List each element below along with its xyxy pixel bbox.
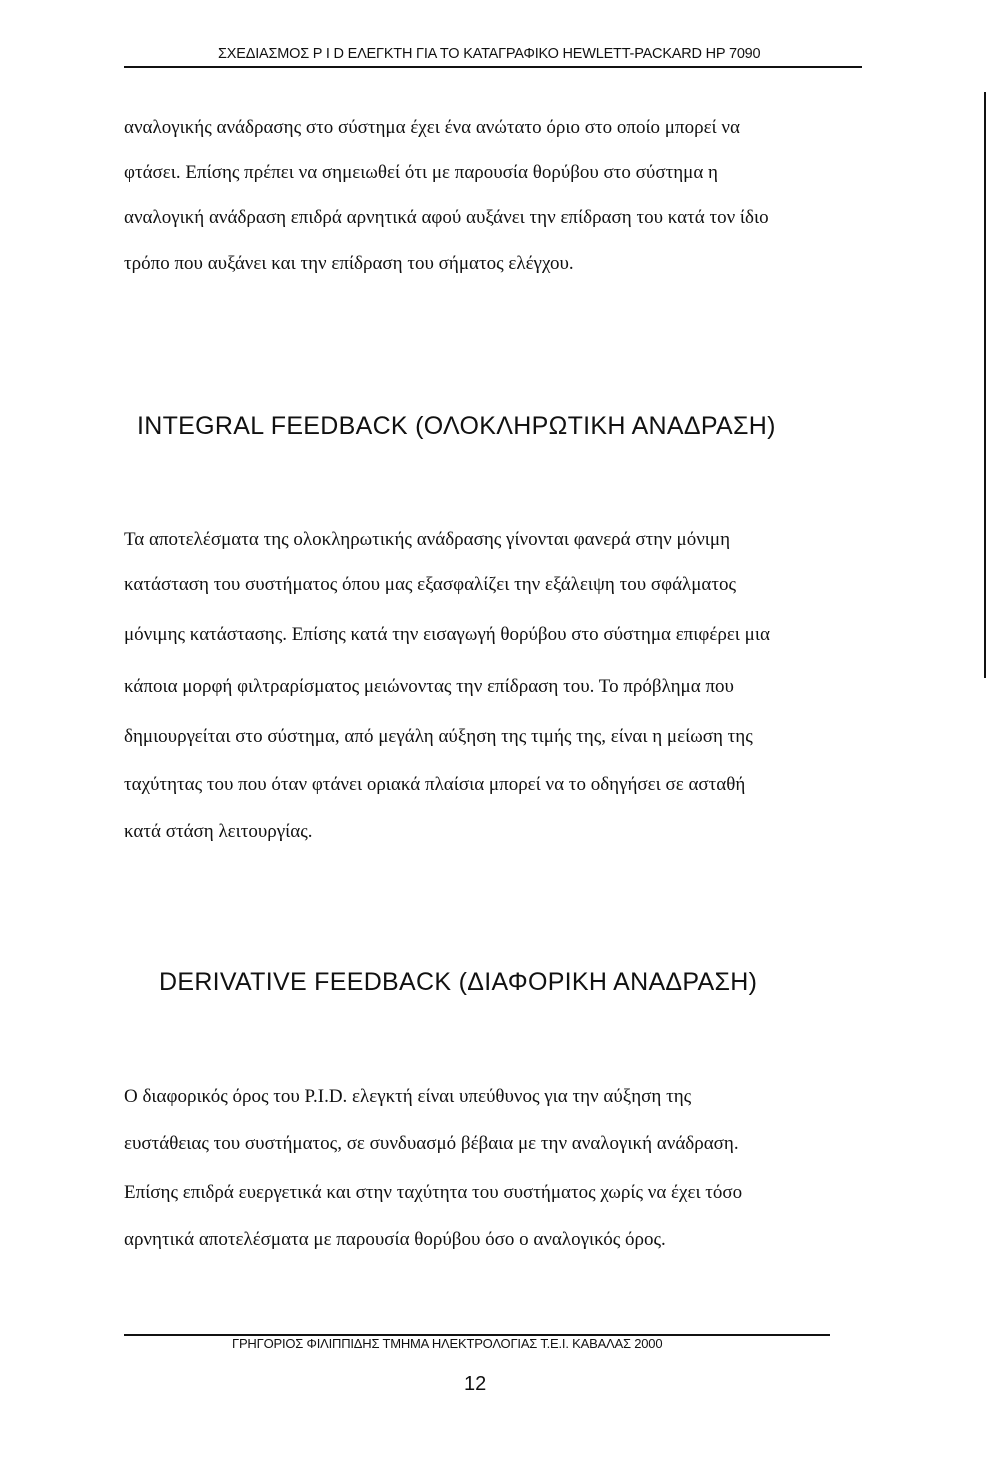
integral-line-2: κατάσταση του συστήματος όπου μας εξασφαλίζει την εξάλειψη του σφάλματος: [124, 574, 737, 595]
intro-line-4: τρόπο που αυξάνει και την επίδραση του σήματος ελέγχου.: [124, 253, 574, 274]
intro-line-1: αναλογικής ανάδρασης στο σύστημα έχει ένα ανώτατο όριο στο οποίο μπορεί να: [124, 117, 740, 138]
derivative-line-4: αρνητικά αποτελέσματα με παρουσία θορύβου όσο ο αναλογικός όρος.: [124, 1229, 666, 1250]
right-margin-rule: [984, 92, 986, 678]
derivative-heading: DERIVATIVE FEEDBACK (ΔΙΑΦΟΡΙΚΗ ΑΝΑΔΡΑΣΗ): [159, 968, 758, 996]
intro-line-2: φτάσει. Επίσης πρέπει να σημειωθεί ότι με παρουσία θορύβου στο σύστημα η: [124, 162, 718, 183]
intro-line-3: αναλογική ανάδραση επιδρά αρνητικά αφού αυξάνει την επίδραση του κατά τον ίδιο: [124, 207, 769, 228]
header-rule: [124, 66, 862, 68]
derivative-line-1: Ο διαφορικός όρος του P.I.D. ελεγκτή είναι υπεύθυνος για την αύξηση της: [124, 1086, 692, 1107]
running-header: ΣΧΕΔΙΑΣΜΟΣ P I D ΕΛΕΓΚΤΗ ΓΙΑ ΤΟ ΚΑΤΑΓΡΑΦΙΚΟ HEWLETT-PACKARD HP 7090: [218, 46, 761, 62]
integral-line-6: ταχύτητας του που όταν φτάνει οριακά πλαίσια μπορεί να το οδηγήσει σε ασταθή: [124, 774, 746, 795]
integral-line-3: μόνιμης κατάστασης. Επίσης κατά την εισαγωγή θορύβου στο σύστημα επιφέρει μια: [124, 624, 770, 645]
integral-line-1: Τα αποτελέσματα της ολοκληρωτικής ανάδρασης γίνονται φανερά στην μόνιμη: [124, 529, 731, 550]
integral-line-5: δημιουργείται στο σύστημα, από μεγάλη αύξηση της τιμής της, είναι η μείωση της: [124, 726, 753, 747]
page-footer: ΓΡΗΓΟΡΙΟΣ ΦΙΛΙΠΠΙΔΗΣ ΤΜΗΜΑ ΗΛΕΚΤΡΟΛΟΓΙΑΣ Τ.Ε.Ι. ΚΑΒΑΛΑΣ 2000: [232, 1336, 663, 1351]
page-number: 12: [464, 1373, 487, 1395]
integral-heading: INTEGRAL FEEDBACK (ΟΛΟΚΛΗΡΩΤΙΚΗ ΑΝΑΔΡΑΣΗ): [137, 412, 776, 440]
integral-line-4: κάποια μορφή φιλτραρίσματος μειώνοντας την επίδραση του. Το πρόβλημα που: [124, 676, 734, 697]
derivative-line-3: Επίσης επιδρά ευεργετικά και στην ταχύτητα του συστήματος χωρίς να έχει τόσο: [124, 1182, 743, 1203]
integral-line-7: κατά στάση λειτουργίας.: [124, 821, 313, 842]
derivative-line-2: ευστάθειας του συστήματος, σε συνδυασμό βέβαια με την αναλογική ανάδραση.: [124, 1133, 739, 1154]
